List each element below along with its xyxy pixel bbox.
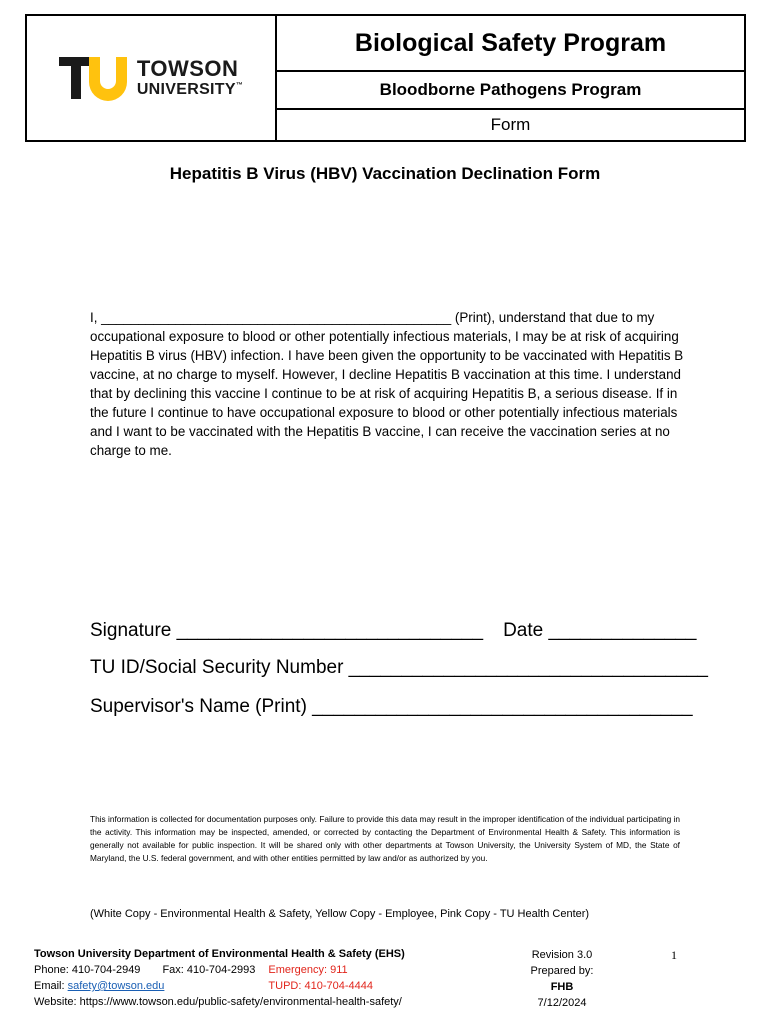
logo-wordmark-towson: TOWSON [136,56,239,81]
logo-wordmark-university: UNIVERSITY™ [136,81,244,98]
towson-university-logo [59,55,243,101]
program-subtitle: Bloodborne Pathogens Program [277,72,744,110]
footer-email-label: Email: [34,980,68,992]
footer-email-row [34,978,405,994]
footer-fax: Fax: 410-704-2993 [162,964,256,976]
footer-website: Website: https://www.towson.edu/public-safety/environmental-health-safety/ [34,996,402,1008]
header-table [25,14,746,142]
tu-logo-icon [59,55,129,101]
footer-email-link[interactable]: safety@towson.edu [67,980,165,992]
form-title: Hepatitis B Virus (HBV) Vaccination Declination Form [169,164,601,183]
footer-tupd: TUPD: 410-704-4444 [268,980,373,992]
logo-cell [27,16,277,140]
copy-distribution-note: (White Copy - Environmental Health & Safety, Yellow Copy - Employee, Pink Copy - TU Health Center) [90,908,590,920]
page-number: 1 [671,948,677,962]
signature-line: Signature _____________________________ [90,620,484,641]
footer-emergency: Emergency: 911 [268,964,348,976]
declination-statement: I, _______________________________________________ (Print), understand that due to my occupational exposure to blood or other potentially infectious materials, I may be at risk of acquiring Hepatitis B virus (HBV) infection. I have been given the opportunity to be vaccinated with Hepatitis B vaccine, at no charge to myself. However, I decline Hepatitis B vaccination at this time. I understand that by declining this vaccine I continue to be at risk of acquiring Hepatitis B, a serious disease. If in the future I continue to have occupational exposure to blood or other potentially infectious materials and I want to be vaccinated with the Hepatitis B vaccine, I can receive the vaccination series at no charge to me. [90,310,684,458]
program-title: Biological Safety Program [277,16,744,72]
privacy-disclaimer: This information is collected for documentation purposes only. Failure to provide this data may result in the improper identification of the individual participating in the activity. This information may be inspected, amended, or corrected by contacting the Department of Environmental Health & Safety. This information is generally not available for public inspection. It will be shared only with other departments at Towson University, the University System of MD, the State of Maryland, the U.S. federal government, and with other entities permitted by law and/or as authorized by you. [90,814,680,863]
document-type: Form [490,115,531,134]
footer-revision: Revision 3.0 [531,949,593,961]
footer-revision-info [522,947,602,1011]
signature-date-row [90,620,696,642]
title-cell [277,16,744,140]
footer-phone-row [34,962,405,978]
footer-contact [34,946,405,1010]
supervisor-name-line: Supervisor's Name (Print) ____________________________________ [90,696,693,717]
footer-phone: Phone: 410-704-2949 [34,964,141,976]
footer-date: 7/12/2024 [537,997,587,1009]
tu-id-line: TU ID/Social Security Number __________________________________ [90,657,708,678]
date-line: Date ______________ [503,620,697,641]
footer-department: Towson University Department of Environmental Health & Safety (EHS) [34,948,405,960]
footer-prepared-by: Prepared by: FHB [530,965,594,993]
